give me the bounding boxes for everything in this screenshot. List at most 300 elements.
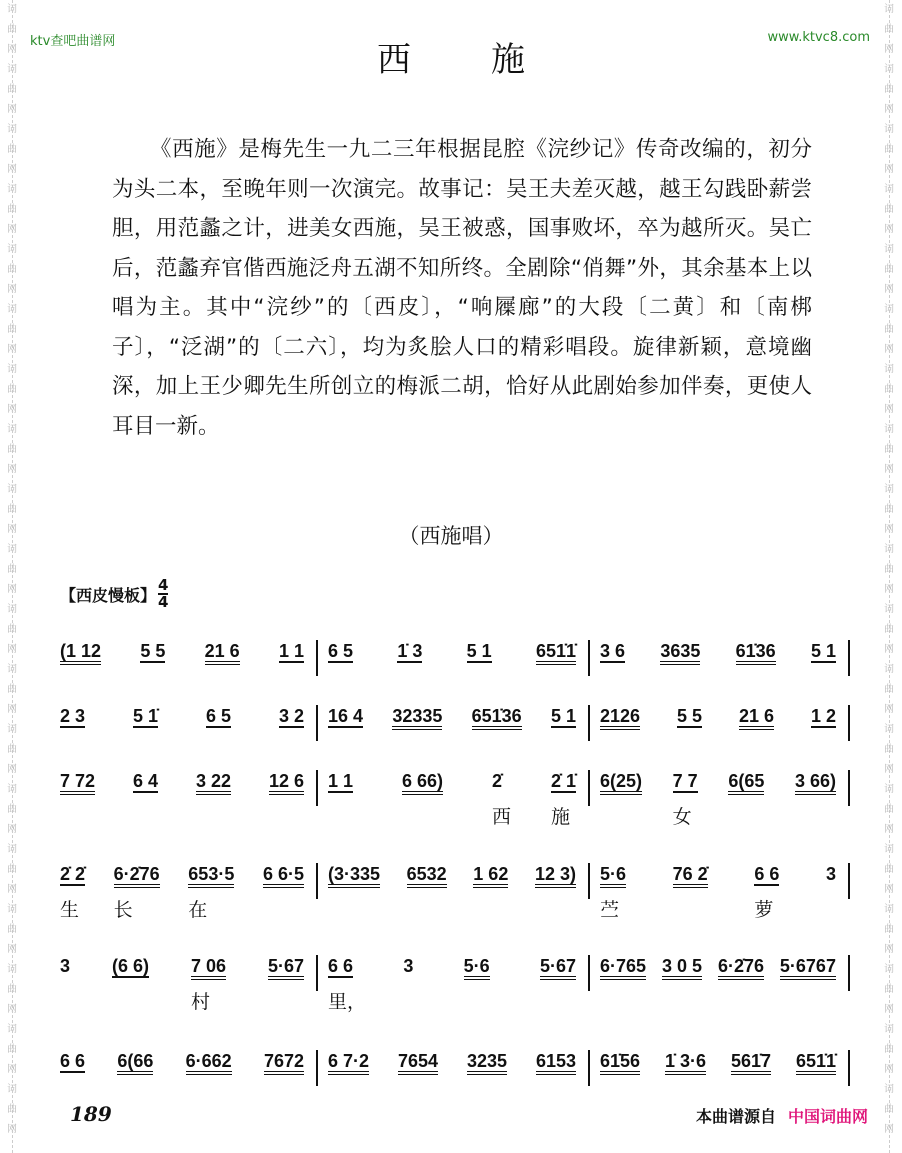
notes: 5 5 bbox=[140, 641, 166, 661]
notes: 1̇ 3·6 bbox=[665, 1051, 706, 1075]
notes: 21 6 bbox=[739, 706, 774, 730]
side-watermark-char: 曲 bbox=[884, 204, 894, 215]
right-watermark-column bbox=[882, 0, 896, 1140]
note-group bbox=[780, 955, 836, 991]
tempo-marking bbox=[60, 578, 168, 610]
side-watermark-char: 词 bbox=[884, 1024, 894, 1035]
notes: 6 4 bbox=[132, 771, 159, 791]
notes: 6 6·5 bbox=[263, 864, 304, 888]
side-watermark-char: 曲 bbox=[7, 684, 17, 695]
note-group bbox=[328, 863, 380, 899]
side-watermark-char: 曲 bbox=[7, 924, 17, 935]
measure bbox=[318, 863, 590, 899]
lyric: 在 bbox=[188, 899, 208, 921]
score-line bbox=[58, 1050, 850, 1086]
note-group bbox=[811, 705, 836, 741]
measure bbox=[590, 1050, 850, 1086]
side-watermark-char: 网 bbox=[884, 464, 894, 475]
note-group bbox=[328, 955, 367, 1013]
side-watermark-char: 网 bbox=[884, 764, 894, 775]
side-watermark-char: 网 bbox=[884, 404, 894, 415]
lyric: 西 bbox=[491, 806, 511, 828]
side-watermark-char: 曲 bbox=[7, 264, 17, 275]
notes: 651̇1̇ bbox=[536, 641, 576, 665]
side-watermark-char: 词 bbox=[7, 844, 17, 855]
side-watermark-char: 曲 bbox=[884, 504, 894, 515]
notes: 3 bbox=[60, 956, 71, 976]
note-group bbox=[811, 640, 836, 676]
side-watermark-char: 网 bbox=[7, 1004, 17, 1015]
notes: 32335 bbox=[392, 706, 442, 730]
side-watermark-char: 网 bbox=[7, 44, 17, 55]
side-watermark-char: 曲 bbox=[884, 984, 894, 995]
singer-label: （西施唱） bbox=[398, 524, 504, 548]
notes: 3 2 bbox=[278, 706, 304, 726]
measure bbox=[590, 705, 850, 741]
side-watermark-char: 曲 bbox=[884, 384, 894, 395]
side-watermark-char: 曲 bbox=[7, 1104, 17, 1115]
side-watermark-char: 网 bbox=[7, 644, 17, 655]
side-watermark-char: 网 bbox=[7, 224, 17, 235]
note-group bbox=[392, 705, 442, 741]
note-group bbox=[279, 640, 304, 676]
side-watermark-char: 词 bbox=[7, 964, 17, 975]
notes: 5 1 bbox=[466, 641, 492, 661]
note-group bbox=[403, 955, 413, 991]
source-brand: 中国词曲网 bbox=[787, 1107, 868, 1126]
side-watermark-char: 网 bbox=[884, 1004, 894, 1015]
side-watermark-char: 网 bbox=[7, 1064, 17, 1075]
side-watermark-char: 词 bbox=[7, 1024, 17, 1035]
notes: 6 66) bbox=[402, 771, 443, 795]
side-watermark-char: 曲 bbox=[884, 84, 894, 95]
note-group bbox=[269, 770, 304, 806]
notes: 2 3 bbox=[60, 706, 86, 726]
side-watermark-char: 网 bbox=[884, 944, 894, 955]
measure bbox=[590, 955, 850, 991]
notes: 2126 bbox=[600, 706, 640, 730]
side-watermark-char: 词 bbox=[7, 304, 17, 315]
side-watermark-char: 网 bbox=[884, 884, 894, 895]
side-watermark-char: 网 bbox=[7, 584, 17, 595]
note-group bbox=[754, 863, 780, 921]
note-group bbox=[600, 770, 642, 806]
lyric: 女 bbox=[672, 806, 692, 828]
side-watermark-char: 网 bbox=[7, 404, 17, 415]
side-watermark-char: 网 bbox=[884, 1124, 894, 1135]
notes: 2̇ 2̇ bbox=[60, 864, 86, 884]
notes: 5·6 bbox=[464, 956, 490, 980]
note-group bbox=[540, 955, 576, 991]
side-watermark-char: 词 bbox=[7, 424, 17, 435]
side-watermark-char: 网 bbox=[7, 704, 17, 715]
side-watermark-char: 词 bbox=[884, 1084, 894, 1095]
side-watermark-char: 曲 bbox=[7, 744, 17, 755]
side-watermark-char: 网 bbox=[7, 1124, 17, 1135]
notes: 5 5 bbox=[676, 706, 703, 726]
lyric: 生 bbox=[60, 899, 80, 921]
notes: 6532 bbox=[407, 864, 447, 888]
measure bbox=[58, 770, 318, 806]
note-group bbox=[117, 1050, 153, 1086]
notes: 5 1 bbox=[550, 706, 576, 726]
side-watermark-char: 曲 bbox=[884, 24, 894, 35]
measure bbox=[318, 640, 590, 676]
note-group bbox=[196, 770, 231, 806]
lyric: 施 bbox=[550, 806, 570, 828]
lyric: 长 bbox=[113, 899, 133, 921]
note-group bbox=[190, 955, 226, 1013]
notes: 653·5 bbox=[188, 864, 234, 888]
notes: 1 62 bbox=[473, 864, 508, 888]
notes: 6·2̇76 bbox=[718, 956, 764, 980]
side-watermark-char: 曲 bbox=[7, 144, 17, 155]
side-watermark-char: 词 bbox=[7, 244, 17, 255]
intro-paragraph: 《西施》是梅先生一九二三年根据昆腔《浣纱记》传奇改编的，初分为头二本，至晚年则一次演完。故事记：吴王夫差灭越，越王勾践卧薪尝胆，用范蠡之计，进美女西施，吴王被惑，国事败坏，卒为越所灭。吴亡后，范蠡弃官偕西施泛舟五湖不知所终。全剧除“俏舞”外，其余基本上以唱为主。其中“浣纱”的〔西皮〕，“响屧廊”的大段〔二黄〕和〔南梆子〕，“泛湖”的〔二六〕，均为炙脍人口的精彩唱段。旋律新颖，意境幽深，加上王少卿先生所创立的梅派二胡，恰好从此剧始参加伴奏，更使人耳目一新。 bbox=[112, 137, 812, 439]
note-group bbox=[328, 1050, 369, 1086]
measure bbox=[318, 1050, 590, 1086]
notes: 21 6 bbox=[205, 641, 240, 665]
side-watermark-char: 曲 bbox=[7, 804, 17, 815]
side-watermark-char: 词 bbox=[884, 304, 894, 315]
time-signature-top: 4 bbox=[158, 576, 169, 594]
left-site-watermark: ktv查吧曲谱网 bbox=[30, 34, 116, 49]
score-line bbox=[58, 770, 850, 828]
lyric: 萝 bbox=[754, 899, 774, 921]
notes: 6·765 bbox=[600, 956, 646, 980]
notes: 76 2̇ bbox=[673, 864, 708, 888]
score-line bbox=[58, 705, 850, 741]
notes: 5·67 bbox=[540, 956, 576, 980]
note-group bbox=[551, 705, 576, 741]
note-group bbox=[113, 863, 160, 921]
notes: 6·662 bbox=[186, 1051, 232, 1075]
notes: 6 6 bbox=[754, 864, 780, 884]
tempo-label: 【西皮慢板】 bbox=[60, 585, 157, 605]
side-watermark-char: 词 bbox=[7, 904, 17, 915]
side-watermark-char: 网 bbox=[7, 164, 17, 175]
lyric: 苎 bbox=[600, 899, 620, 921]
side-watermark-char: 网 bbox=[7, 884, 17, 895]
side-watermark-char: 词 bbox=[884, 724, 894, 735]
side-watermark-char: 网 bbox=[884, 44, 894, 55]
side-watermark-char: 词 bbox=[884, 844, 894, 855]
notes: 6(66 bbox=[117, 1051, 153, 1075]
side-watermark-char: 词 bbox=[7, 64, 17, 75]
note-group bbox=[112, 955, 149, 991]
side-watermark-char: 词 bbox=[884, 124, 894, 135]
note-group bbox=[536, 640, 576, 676]
note-group bbox=[133, 705, 158, 741]
note-group bbox=[600, 955, 646, 991]
side-watermark-char: 网 bbox=[7, 284, 17, 295]
note-group bbox=[718, 955, 764, 991]
notes: 651̇1̇ bbox=[796, 1051, 836, 1075]
note-group bbox=[263, 863, 304, 899]
note-group bbox=[473, 863, 508, 899]
measure bbox=[590, 863, 850, 921]
measure bbox=[58, 863, 318, 921]
note-group bbox=[328, 705, 363, 741]
time-signature-bottom: 4 bbox=[158, 593, 169, 611]
side-watermark-char: 词 bbox=[7, 664, 17, 675]
note-group bbox=[467, 640, 492, 676]
note-group bbox=[60, 863, 86, 921]
note-group bbox=[402, 770, 443, 806]
note-group bbox=[60, 705, 85, 741]
side-watermark-char: 曲 bbox=[884, 264, 894, 275]
page-title: 西施 bbox=[377, 40, 605, 80]
side-watermark-char: 网 bbox=[7, 344, 17, 355]
side-watermark-char: 词 bbox=[7, 604, 17, 615]
note-group bbox=[472, 705, 522, 741]
notes: 7 06 bbox=[191, 956, 226, 980]
side-watermark-char: 网 bbox=[7, 944, 17, 955]
notes: 6 7·2 bbox=[328, 1051, 369, 1075]
time-signature bbox=[158, 578, 168, 610]
notes: 5·6 bbox=[600, 864, 626, 888]
notes: 1̇ 3 bbox=[397, 641, 423, 661]
side-watermark-char: 网 bbox=[884, 824, 894, 835]
note-group bbox=[328, 770, 353, 806]
side-watermark-char: 网 bbox=[884, 644, 894, 655]
notes: 7 7 bbox=[672, 771, 698, 791]
side-watermark-char: 网 bbox=[884, 104, 894, 115]
notes: 6(65 bbox=[728, 771, 764, 795]
note-group bbox=[731, 1050, 771, 1086]
side-watermark-char: 词 bbox=[884, 184, 894, 195]
side-watermark-char: 网 bbox=[884, 1064, 894, 1075]
side-watermark-char: 曲 bbox=[7, 864, 17, 875]
side-watermark-char: 网 bbox=[7, 524, 17, 535]
side-watermark-char: 曲 bbox=[884, 444, 894, 455]
notes: 2̇ bbox=[491, 771, 502, 791]
note-group bbox=[186, 1050, 232, 1086]
side-watermark-char: 词 bbox=[884, 904, 894, 915]
measure bbox=[318, 770, 590, 828]
side-watermark-char: 曲 bbox=[7, 564, 17, 575]
note-group bbox=[397, 640, 422, 676]
notes: 16 4 bbox=[328, 706, 364, 726]
side-watermark-char: 词 bbox=[7, 784, 17, 795]
notes: 6(25) bbox=[600, 771, 642, 795]
note-group bbox=[600, 640, 625, 676]
note-group bbox=[206, 705, 231, 741]
side-watermark-char: 网 bbox=[884, 284, 894, 295]
note-group bbox=[491, 770, 511, 828]
notes: 5 1 bbox=[810, 641, 836, 661]
measure bbox=[318, 705, 590, 741]
score-line bbox=[58, 863, 850, 921]
side-watermark-char: 曲 bbox=[7, 624, 17, 635]
note-group bbox=[739, 705, 774, 741]
notes: 3635 bbox=[660, 641, 700, 665]
side-watermark-char: 曲 bbox=[884, 624, 894, 635]
score-line bbox=[58, 955, 850, 1013]
side-watermark-char: 词 bbox=[7, 544, 17, 555]
notes: 6 6 bbox=[60, 1051, 86, 1071]
notes: 1 1 bbox=[278, 641, 304, 661]
side-watermark-char: 曲 bbox=[7, 444, 17, 455]
side-watermark-char: 曲 bbox=[7, 204, 17, 215]
note-group bbox=[600, 705, 640, 741]
notes: 61̇36 bbox=[736, 641, 776, 665]
side-watermark-char: 词 bbox=[884, 604, 894, 615]
notes: 3 bbox=[403, 956, 414, 976]
notes: 12 6 bbox=[269, 771, 304, 795]
notes: (6 6) bbox=[111, 956, 149, 976]
side-watermark-char: 曲 bbox=[884, 804, 894, 815]
side-watermark-char: 曲 bbox=[884, 144, 894, 155]
note-group bbox=[600, 1050, 640, 1086]
note-group bbox=[536, 1050, 576, 1086]
notes: 3 6 bbox=[600, 641, 626, 661]
source-credit bbox=[696, 1104, 868, 1127]
score-line bbox=[58, 640, 850, 676]
note-group bbox=[188, 863, 235, 921]
notes: 7672 bbox=[264, 1051, 304, 1075]
side-watermark-char: 词 bbox=[7, 484, 17, 495]
notes: 5 1̇ bbox=[132, 706, 159, 726]
note-group bbox=[140, 640, 165, 676]
notes: 651̇36 bbox=[472, 706, 522, 730]
side-watermark-char: 曲 bbox=[884, 564, 894, 575]
note-group bbox=[826, 863, 836, 899]
note-group bbox=[550, 770, 576, 828]
notes: 12 3) bbox=[535, 864, 576, 888]
note-group bbox=[328, 640, 353, 676]
notes: 5·6767 bbox=[780, 956, 836, 980]
measure bbox=[590, 770, 850, 828]
side-watermark-char: 词 bbox=[884, 424, 894, 435]
notes: 3 66) bbox=[795, 771, 836, 795]
side-watermark-char: 曲 bbox=[884, 924, 894, 935]
side-watermark-char: 网 bbox=[7, 764, 17, 775]
side-watermark-char: 曲 bbox=[884, 684, 894, 695]
side-watermark-char: 曲 bbox=[884, 864, 894, 875]
notes: 3 0 5 bbox=[662, 956, 702, 980]
measure bbox=[58, 640, 318, 676]
note-group bbox=[660, 640, 700, 676]
note-group bbox=[60, 1050, 85, 1086]
side-watermark-char: 网 bbox=[884, 524, 894, 535]
note-group bbox=[133, 770, 158, 806]
note-group bbox=[677, 705, 702, 741]
lyric: 村 bbox=[190, 991, 210, 1013]
note-group bbox=[60, 955, 70, 991]
note-group bbox=[796, 1050, 836, 1086]
side-watermark-char: 网 bbox=[7, 464, 17, 475]
side-watermark-char: 网 bbox=[884, 344, 894, 355]
note-group bbox=[398, 1050, 438, 1086]
lyric: 里， bbox=[328, 991, 367, 1013]
side-watermark-char: 词 bbox=[884, 664, 894, 675]
notes: (1 12 bbox=[60, 641, 101, 665]
side-watermark-char: 词 bbox=[7, 724, 17, 735]
side-watermark-char: 词 bbox=[884, 484, 894, 495]
side-watermark-char: 网 bbox=[884, 584, 894, 595]
notes: 3235 bbox=[467, 1051, 507, 1075]
side-watermark-char: 曲 bbox=[7, 84, 17, 95]
note-group bbox=[60, 640, 101, 676]
side-watermark-char: 词 bbox=[7, 4, 17, 15]
side-watermark-char: 曲 bbox=[7, 24, 17, 35]
right-site-watermark: www.ktvc8.com bbox=[767, 30, 870, 45]
side-watermark-char: 曲 bbox=[7, 504, 17, 515]
page-number: 189 bbox=[70, 1102, 112, 1126]
notes: 3 bbox=[825, 864, 836, 884]
note-group bbox=[795, 770, 836, 806]
side-watermark-char: 网 bbox=[7, 824, 17, 835]
notes: 1 2 bbox=[810, 706, 836, 726]
side-watermark-char: 词 bbox=[7, 364, 17, 375]
measure bbox=[58, 955, 318, 1013]
side-watermark-char: 曲 bbox=[884, 1044, 894, 1055]
side-watermark-char: 曲 bbox=[884, 1104, 894, 1115]
note-group bbox=[736, 640, 776, 676]
measure bbox=[590, 640, 850, 676]
side-watermark-char: 词 bbox=[884, 64, 894, 75]
side-watermark-char: 网 bbox=[7, 104, 17, 115]
notes: 561̇7 bbox=[731, 1051, 771, 1075]
notes: 5·67 bbox=[268, 956, 304, 980]
left-watermark-column bbox=[5, 0, 19, 1140]
side-watermark-char: 词 bbox=[884, 964, 894, 975]
note-group bbox=[600, 863, 627, 921]
notes: 6 5 bbox=[205, 706, 231, 726]
side-watermark-char: 词 bbox=[884, 4, 894, 15]
note-group bbox=[672, 770, 698, 828]
side-watermark-char: 词 bbox=[7, 1084, 17, 1095]
note-group bbox=[673, 863, 708, 899]
side-watermark-char: 网 bbox=[884, 164, 894, 175]
side-watermark-char: 曲 bbox=[7, 324, 17, 335]
side-watermark-char: 曲 bbox=[884, 324, 894, 335]
notes: 2̇ 1̇ bbox=[550, 771, 576, 791]
note-group bbox=[464, 955, 490, 991]
source-label: 本曲谱源自 bbox=[695, 1107, 776, 1126]
note-group bbox=[665, 1050, 706, 1086]
notes: 3 22 bbox=[196, 771, 231, 795]
side-watermark-char: 曲 bbox=[884, 744, 894, 755]
side-watermark-char: 词 bbox=[884, 244, 894, 255]
side-watermark-char: 网 bbox=[884, 704, 894, 715]
note-group bbox=[467, 1050, 507, 1086]
notes: 7654 bbox=[398, 1051, 438, 1075]
notes: 6 6 bbox=[328, 956, 354, 976]
side-watermark-char: 词 bbox=[884, 544, 894, 555]
notes: 6·2̇76 bbox=[114, 864, 160, 888]
note-group bbox=[407, 863, 447, 899]
note-group bbox=[535, 863, 576, 899]
notes: 6 5 bbox=[328, 641, 354, 661]
notes: 61̇56 bbox=[600, 1051, 640, 1075]
note-group bbox=[279, 705, 304, 741]
notes: 1 1 bbox=[328, 771, 354, 791]
notes: 6153 bbox=[536, 1051, 576, 1075]
side-watermark-char: 词 bbox=[884, 784, 894, 795]
side-watermark-char: 词 bbox=[884, 364, 894, 375]
measure bbox=[58, 705, 318, 741]
note-group bbox=[662, 955, 702, 991]
side-watermark-char: 词 bbox=[7, 124, 17, 135]
note-group bbox=[60, 770, 95, 806]
side-watermark-char: 曲 bbox=[7, 384, 17, 395]
side-watermark-char: 词 bbox=[7, 184, 17, 195]
notes: 7 72 bbox=[60, 771, 95, 795]
note-group bbox=[728, 770, 764, 806]
note-group bbox=[264, 1050, 304, 1086]
